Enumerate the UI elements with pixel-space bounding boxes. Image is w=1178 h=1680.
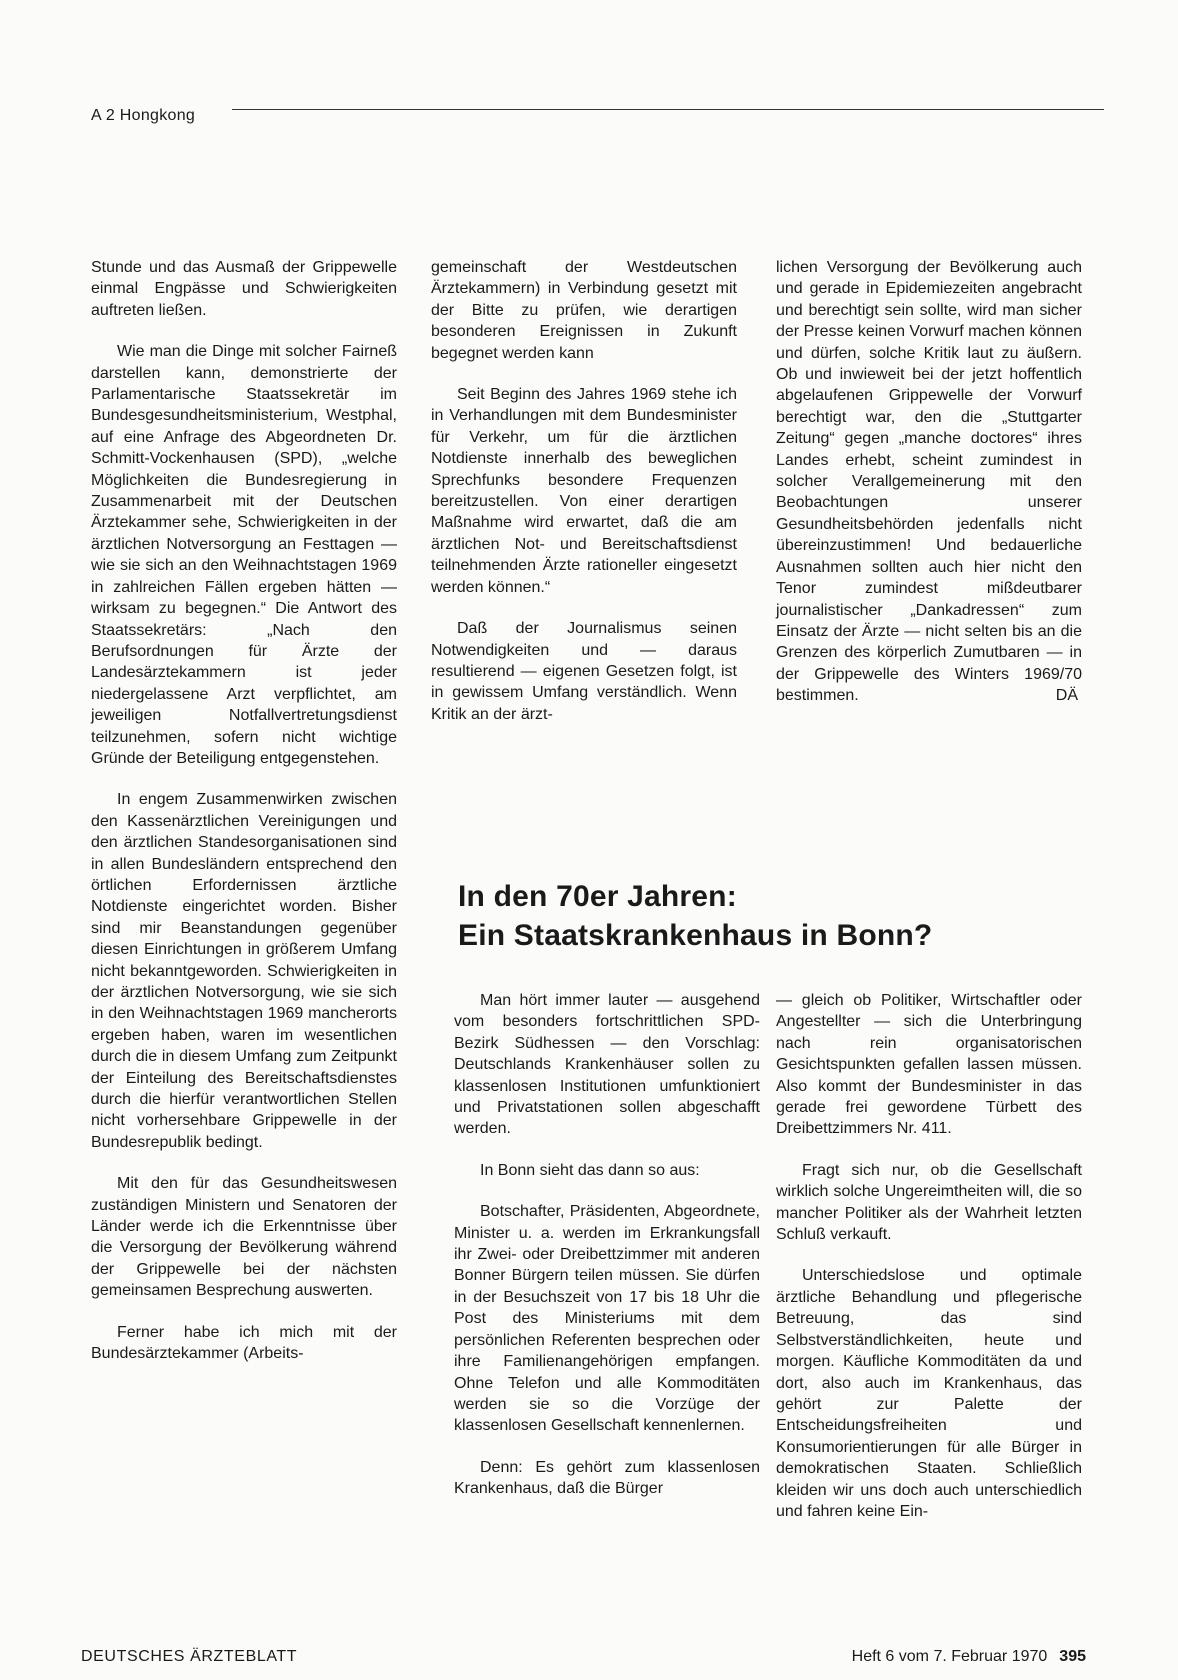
article-headline	[458, 877, 1098, 955]
paragraph: Man hört immer lauter — ausgehend vom besonders fortschrittlichen SPD-Bezirk Südhessen — den Vorschlag: Deutschlands Krankenhäuser sollen zu klassenlosen Institutionen umfunktioniert und Privatstationen sollen abgeschafft werden.	[454, 992, 760, 1138]
article-column-1	[454, 990, 760, 1500]
article-column-2	[776, 990, 1082, 1522]
paragraph: Botschafter, Präsidenten, Abgeordnete, Minister u. a. werden im Erkrankungsfall ihr Zwei- oder Dreibettzimmer mit anderen Bonner Bürgern teilen müssen. Sie dürfen in der Besuchszeit von 17 bis 18 Uhr die Post des Ministeriums mit dem persönlichen Referenten besprechen oder ihre Familienangehörigen empfangen. Ohne Telefon und alle Kommoditäten werden sie so die Vorzüge der klassenlosen Gesellschaft kennenlernen.	[454, 1203, 760, 1435]
letter-column-3	[776, 257, 1082, 707]
journal-name: DEUTSCHES ÄRZTEBLATT	[81, 1648, 298, 1665]
paragraph: Fragt sich nur, ob die Gesellschaft wirklich solche Ungereimtheiten will, die so mancher Politiker als der Wahrheit letzten Schluß verkauft.	[776, 1161, 1082, 1244]
running-header: A 2 Hongkong	[91, 107, 196, 124]
headline-line-2: Ein Staatskrankenhaus in Bonn?	[458, 919, 933, 952]
paragraph: In engem Zusammenwirken zwischen den Kassenärztlichen Vereinigungen und den ärztlichen Standesorganisationen sind in allen Bundesländern entsprechend den örtlichen Erfordernissen ärztliche Notdienste eingerichtet worden. Bisher sind mir Beanstandungen gegenüber diesen Einrichtungen in größerem Umfang nicht bekanntgeworden. Schwierigkeiten in der ärztlichen Notversorgung, wie sie sich in den Weihnachtstagen 1969 mancherorts ergeben haben, waren im wesentlichen durch die in diesem Umfang zum Zeitpunkt der Einteilung des Bereitschaftsdienstes durch die hierfür verantwortlichen Stellen nicht vorhersehbare Grippewelle in der Bundesrepublik bedingt.	[91, 791, 397, 1151]
paragraph: — gleich ob Politiker, Wirtschaftler oder Angestellter — sich die Unterbringung nach rein organisatorischen Gesichtspunkten gefallen lassen müssen. Also kommt der Bundesminister in das gerade frei gewordene Türbett des Dreibettzimmers Nr. 411.	[776, 992, 1082, 1138]
letter-column-2	[431, 257, 737, 725]
paragraph: gemeinschaft der Westdeutschen Ärztekammern) in Verbindung gesetzt mit der Bitte zu prüfen, wie derartigen besonderen Ereignissen in Zukunft begegnet werden kann	[431, 259, 737, 362]
letter-column-1	[91, 257, 397, 1365]
paragraph-text: lichen Versorgung der Bevölkerung auch und gerade in Epidemiezeiten angebracht und berechtigt sein sollte, wird man sicher der Presse keinen Vorwurf machen können und dürfen, solche Kritik laut zu äußern. Ob und inwieweit bei der jetzt hoffentlich abgelaufenen Grippewelle der Vorwurf berechtigt war, den die „Stuttgarter Zeitung“ gegen „manche doctores“ ihres Landes erhebt, scheint zumindest in solcher Verallgemeinerung mit den Beobachtungen unserer Gesundheitsbehörden jedenfalls nicht übereinzustimmen! Und bedauerliche Ausnahmen sollten auch hier nicht den Tenor zumindest mißdeutbarer journalistischer „Dankadressen“ zum Einsatz der Ärzte — nicht selten bis an die Grenzen des körperlich Zumutbaren — in der Grippewelle des Winters 1969/70 bestimmen.	[776, 259, 1082, 705]
header-rule	[232, 109, 1104, 110]
paragraph: Denn: Es gehört zum klassenlosen Krankenhaus, daß die Bürger	[454, 1458, 760, 1498]
issue-info	[852, 1648, 1086, 1666]
headline-line-1: In den 70er Jahren:	[458, 880, 737, 913]
paragraph: Daß der Journalismus seinen Notwendigkeiten und — daraus resultierend — eigenen Gesetzen folgt, ist in gewissem Umfang verständlich. Wenn Kritik an der ärzt-	[431, 620, 737, 723]
paragraph: Stunde und das Ausmaß der Grippewelle einmal Engpässe und Schwierigkeiten auftreten ließen.	[91, 259, 397, 319]
paragraph: Seit Beginn des Jahres 1969 stehe ich in Verhandlungen mit dem Bundesminister für Verkehr, um für die ärztlichen Notdienste innerhalb des beweglichen Sprechfunks besondere Frequenzen bereitzustellen. Von einer derartigen Maßnahme wird erwartet, daß die am ärztlichen Not- und Bereitschaftsdienst teilnehmenden Ärzte rationeller eingesetzt werden können.“	[431, 386, 737, 596]
paragraph: Ferner habe ich mich mit der Bundesärztekammer (Arbeits-	[91, 1323, 397, 1363]
paragraph: Mit den für das Gesundheitswesen zuständigen Ministern und Senatoren der Länder werde ich die Erkenntnisse über die Versorgung der Bevölkerung während der Grippewelle bei der nächsten gemeinsamen Besprechung auswerten.	[91, 1175, 397, 1300]
paragraph: In Bonn sieht das dann so aus:	[480, 1161, 700, 1179]
signature: DÄ	[1055, 687, 1078, 705]
issue-date: Heft 6 vom 7. Februar 1970	[851, 1648, 1048, 1665]
paragraph: Unterschiedslose und optimale ärztliche Behandlung und pflegerische Betreuung, das sind Selbstverständlichkeiten, heute und morgen. Käufliche Kommoditäten da und dort, also auch im Krankenhaus, das gehört zur Palette der Entscheidungsfreiheiten und Konsumorientierungen für alle Bürger in demokratischen Staaten. Schließlich kleiden wir uns doch auch unterschiedlich und fahren keine Ein-	[776, 1267, 1082, 1520]
page-number: 395	[1059, 1648, 1086, 1665]
paragraph: Wie man die Dinge mit solcher Fairneß darstellen kann, demonstrierte der Parlamentarische Staatssekretär im Bundesgesundheitsministerium, Westphal, auf eine Anfrage des Abgeordneten Dr. Schmitt-Vockenhausen (SPD), „welche Möglichkeiten die Bundesregierung in Zusammenarbeit mit der Deutschen Ärztekammer sehe, Schwierigkeiten in der ärztlichen Notversorgung an Festtagen — wie sie sich an den Weihnachtstagen 1969 in zahlreichen Fällen ergeben hätten — wirksam zu begegnen.“ Die Antwort des Staatssekretärs: „Nach den Berufsordnungen für Ärzte der Landesärztekammern ist jeder niedergelassene Arzt verpflichtet, am jeweiligen Notfallvertretungsdienst teilzunehmen, sofern nicht wichtige Gründe der Beteiligung entgegenstehen.	[91, 343, 397, 767]
paragraph	[776, 257, 1082, 707]
